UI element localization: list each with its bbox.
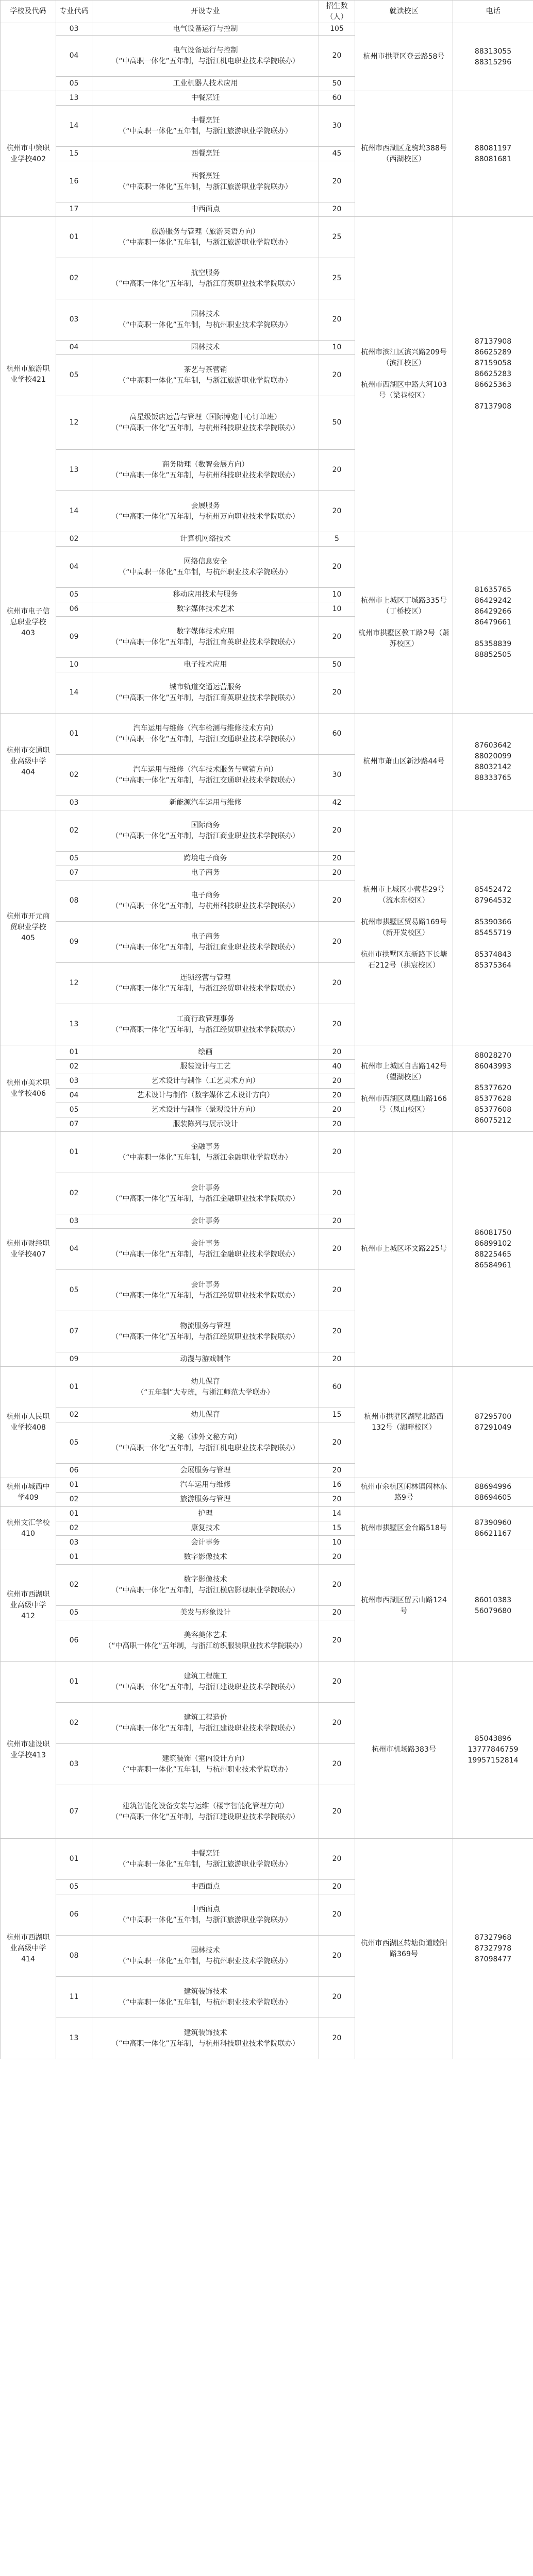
major-name-cell: 幼儿保育 xyxy=(92,1408,319,1422)
phone-cell: 86081750 86899102 88225465 86584961 xyxy=(453,1132,533,1367)
campus-cell: 杭州市上城区丁城路335号（丁桥校区） 杭州市拱墅区教工路2号（萧苏校区） xyxy=(355,532,453,714)
phone-cell: 88081197 88081681 xyxy=(453,91,533,217)
campus-cell: 杭州市萧山区新沙路44号 xyxy=(355,714,453,810)
header-campus: 就读校区 xyxy=(355,1,453,23)
major-name-cell: 中西面点 xyxy=(92,1880,319,1894)
major-code-cell: 16 xyxy=(56,161,92,202)
major-code-cell: 12 xyxy=(56,963,92,1004)
major-code-cell: 11 xyxy=(56,1977,92,2018)
school-name-cell: 杭州市城西中学409 xyxy=(1,1478,56,1507)
major-code-cell: 10 xyxy=(56,658,92,672)
major-name-cell: 国际商务 （“中高职一体化”五年制，与浙江商业职业技术学院联办） xyxy=(92,810,319,852)
quota-cell: 20 xyxy=(319,1744,355,1785)
phone-cell: 87137908 86625289 87159058 86625283 86625363 87137908 xyxy=(453,217,533,532)
major-name-cell: 绘画 xyxy=(92,1045,319,1060)
major-code-cell: 01 xyxy=(56,1839,92,1880)
table-row xyxy=(1,1478,533,1493)
quota-cell: 30 xyxy=(319,106,355,147)
major-code-cell: 13 xyxy=(56,1004,92,1045)
major-code-cell: 04 xyxy=(56,547,92,588)
major-name-cell: 连锁经营与管理 （“中高职一体化”五年制，与浙江经贸职业技术学院联办） xyxy=(92,963,319,1004)
major-name-cell: 会展服务与管理 xyxy=(92,1464,319,1478)
major-name-cell: 建筑智能化设备安装与运维（楼宇智能化管理方向） （“中高职一体化”五年制，与浙江建设职业技术学院联办） xyxy=(92,1785,319,1839)
major-code-cell: 01 xyxy=(56,1507,92,1521)
major-name-cell: 高星级饭店运营与管理（国际博览中心订单班） （“中高职一体化”五年制，与杭州科技职业技术学院联办） xyxy=(92,396,319,450)
major-code-cell: 02 xyxy=(56,1060,92,1074)
major-code-cell: 05 xyxy=(56,1422,92,1464)
major-name-cell: 会计事务 （“中高职一体化”五年制，与浙江经贸职业技术学院联办） xyxy=(92,1270,319,1311)
school-name-cell: 杭州文汇学校410 xyxy=(1,1507,56,1550)
table-row xyxy=(1,532,533,547)
quota-cell: 20 xyxy=(319,491,355,532)
quota-cell: 40 xyxy=(319,1060,355,1074)
major-name-cell: 中西面点 xyxy=(92,202,319,217)
campus-cell: 杭州市机场路383号 xyxy=(355,1662,453,1839)
major-code-cell: 02 xyxy=(56,1173,92,1214)
quota-cell: 20 xyxy=(319,672,355,714)
major-name-cell: 园林技术 （“中高职一体化”五年制，与杭州职业技术学院联办） xyxy=(92,1936,319,1977)
table-body xyxy=(1,23,533,2059)
major-name-cell: 西餐烹饪 xyxy=(92,147,319,161)
phone-cell: 88313055 88315296 xyxy=(453,23,533,91)
school-name-cell: 杭州市人民职业学校408 xyxy=(1,1367,56,1478)
major-name-cell: 服装设计与工艺 xyxy=(92,1060,319,1074)
major-name-cell: 电气设备运行与控制 xyxy=(92,23,319,36)
major-name-cell: 会计事务 （“中高职一体化”五年制，与浙江金融职业技术学院联办） xyxy=(92,1229,319,1270)
major-code-cell: 03 xyxy=(56,299,92,341)
quota-cell: 10 xyxy=(319,1536,355,1550)
major-name-cell: 建筑工程施工 （“中高职一体化”五年制，与浙江建设职业技术学院联办） xyxy=(92,1662,319,1703)
quota-cell: 20 xyxy=(319,1606,355,1620)
school-name-cell: 杭州市开元商贸职业学校405 xyxy=(1,810,56,1045)
quota-cell: 20 xyxy=(319,547,355,588)
major-code-cell: 05 xyxy=(56,355,92,396)
header-major: 开设专业 xyxy=(92,1,319,23)
major-name-cell: 汽车运用与维修 xyxy=(92,1478,319,1493)
quota-cell: 20 xyxy=(319,1422,355,1464)
table-row xyxy=(1,1550,533,1565)
campus-cell: 杭州市上城区自古路142号（望湖校区） 杭州市西湖区凤凰山路166号（凤山校区） xyxy=(355,1045,453,1132)
major-code-cell: 15 xyxy=(56,147,92,161)
major-code-cell: 09 xyxy=(56,1352,92,1367)
major-name-cell: 商务助理（数智会展方向） （“中高职一体化”五年制，与杭州科技职业技术学院联办） xyxy=(92,450,319,491)
quota-cell: 20 xyxy=(319,880,355,922)
major-name-cell: 旅游服务与管理 xyxy=(92,1493,319,1507)
major-name-cell: 会计事务 xyxy=(92,1536,319,1550)
major-code-cell: 01 xyxy=(56,1478,92,1493)
major-code-cell: 06 xyxy=(56,1894,92,1936)
table-row xyxy=(1,1839,533,1880)
major-code-cell: 05 xyxy=(56,852,92,866)
quota-cell: 15 xyxy=(319,1521,355,1536)
phone-cell: 81635765 86429242 86429266 86479661 85358839 88852505 xyxy=(453,532,533,714)
campus-cell: 杭州市余杭区闲林镇闲林东路9号 xyxy=(355,1478,453,1507)
major-code-cell: 02 xyxy=(56,1703,92,1744)
campus-cell: 杭州市西湖区龙驹坞388号（西湖校区） xyxy=(355,91,453,217)
major-code-cell: 13 xyxy=(56,450,92,491)
major-code-cell: 14 xyxy=(56,672,92,714)
header-code: 专业代码 xyxy=(56,1,92,23)
major-code-cell: 12 xyxy=(56,396,92,450)
major-code-cell: 01 xyxy=(56,217,92,258)
quota-cell: 20 xyxy=(319,161,355,202)
major-name-cell: 航空服务 （“中高职一体化”五年制，与浙江育英职业技术学院联办） xyxy=(92,258,319,299)
quota-cell: 20 xyxy=(319,355,355,396)
major-code-cell: 09 xyxy=(56,617,92,658)
table-row xyxy=(1,1507,533,1521)
quota-cell: 45 xyxy=(319,147,355,161)
table-row xyxy=(1,810,533,852)
quota-cell: 60 xyxy=(319,714,355,755)
quota-cell: 20 xyxy=(319,1936,355,1977)
quota-cell: 20 xyxy=(319,1229,355,1270)
major-name-cell: 茶艺与茶营销 （“中高职一体化”五年制，与浙江旅游职业学院联办） xyxy=(92,355,319,396)
major-name-cell: 建筑装饰（室内设计方向） （“中高职一体化”五年制，与杭州职业技术学院联办） xyxy=(92,1744,319,1785)
major-code-cell: 01 xyxy=(56,1550,92,1565)
major-code-cell: 05 xyxy=(56,1606,92,1620)
phone-cell: 88694996 88694605 xyxy=(453,1478,533,1507)
quota-cell: 20 xyxy=(319,1620,355,1662)
quota-cell: 20 xyxy=(319,1493,355,1507)
quota-cell: 20 xyxy=(319,617,355,658)
major-code-cell: 04 xyxy=(56,36,92,77)
quota-cell: 105 xyxy=(319,23,355,36)
major-code-cell: 02 xyxy=(56,1521,92,1536)
school-name-cell: 杭州市交通职业高级中学404 xyxy=(1,714,56,810)
major-name-cell: 计算机网络技术 xyxy=(92,532,319,547)
phone-cell: 85452472 87964532 85390366 85455719 85374843 85375364 xyxy=(453,810,533,1045)
major-name-cell: 数字媒体技术艺术 xyxy=(92,602,319,617)
major-code-cell: 01 xyxy=(56,714,92,755)
major-code-cell: 02 xyxy=(56,755,92,796)
quota-cell: 20 xyxy=(319,852,355,866)
major-name-cell: 电子商务 （“中高职一体化”五年制，与杭州科技职业技术学院联办） xyxy=(92,880,319,922)
quota-cell: 20 xyxy=(319,1464,355,1478)
major-name-cell: 中餐烹饪 （“中高职一体化”五年制，与浙江旅游职业学院联办） xyxy=(92,1839,319,1880)
campus-cell: 杭州市拱墅区登云路58号 xyxy=(355,23,453,91)
major-name-cell: 建筑工程造价 （“中高职一体化”五年制，与浙江建设职业技术学院联办） xyxy=(92,1703,319,1744)
quota-cell: 10 xyxy=(319,588,355,602)
quota-cell: 50 xyxy=(319,77,355,91)
quota-cell: 20 xyxy=(319,1117,355,1132)
major-code-cell: 14 xyxy=(56,491,92,532)
major-name-cell: 跨境电子商务 xyxy=(92,852,319,866)
major-code-cell: 08 xyxy=(56,880,92,922)
major-name-cell: 美发与形象设计 xyxy=(92,1606,319,1620)
school-name-cell: 杭州市电子信息职业学校403 xyxy=(1,532,56,714)
major-name-cell: 中餐烹饪 xyxy=(92,91,319,106)
table-header-row xyxy=(1,1,533,23)
quota-cell: 20 xyxy=(319,1352,355,1367)
major-name-cell: 艺术设计与制作（工艺美术方向） xyxy=(92,1074,319,1089)
major-code-cell: 01 xyxy=(56,1662,92,1703)
major-code-cell: 03 xyxy=(56,1536,92,1550)
quota-cell: 60 xyxy=(319,1367,355,1408)
phone-cell: 87603642 88020099 88032142 88333765 xyxy=(453,714,533,810)
major-name-cell: 新能源汽车运用与维修 xyxy=(92,796,319,810)
major-name-cell: 服装陈列与展示设计 xyxy=(92,1117,319,1132)
major-name-cell: 园林技术 （“中高职一体化”五年制，与杭州职业技术学院联办） xyxy=(92,299,319,341)
major-code-cell: 07 xyxy=(56,1785,92,1839)
quota-cell: 20 xyxy=(319,1311,355,1352)
major-name-cell: 艺术设计与制作（数字媒体艺术设计方向） xyxy=(92,1089,319,1103)
quota-cell: 20 xyxy=(319,1839,355,1880)
major-code-cell: 01 xyxy=(56,1132,92,1173)
quota-cell: 42 xyxy=(319,796,355,810)
quota-cell: 20 xyxy=(319,1214,355,1229)
header-school: 学校及代码 xyxy=(1,1,56,23)
quota-cell: 20 xyxy=(319,1977,355,2018)
quota-cell: 20 xyxy=(319,1894,355,1936)
quota-cell: 20 xyxy=(319,1703,355,1744)
major-code-cell: 13 xyxy=(56,91,92,106)
major-name-cell: 电子商务 （“中高职一体化”五年制，与浙江商业职业技术学院联办） xyxy=(92,922,319,963)
quota-cell: 20 xyxy=(319,1132,355,1173)
major-code-cell: 03 xyxy=(56,23,92,36)
major-name-cell: 西餐烹饪 （“中高职一体化”五年制，与浙江旅游职业学院联办） xyxy=(92,161,319,202)
major-name-cell: 物流服务与管理 （“中高职一体化”五年制，与浙江经贸职业技术学院联办） xyxy=(92,1311,319,1352)
header-quota: 招生数（人） xyxy=(319,1,355,23)
quota-cell: 25 xyxy=(319,217,355,258)
major-name-cell: 工商行政管理事务 （“中高职一体化”五年制，与浙江经贸职业技术学院联办） xyxy=(92,1004,319,1045)
major-code-cell: 04 xyxy=(56,1089,92,1103)
major-code-cell: 05 xyxy=(56,1103,92,1117)
major-code-cell: 01 xyxy=(56,1367,92,1408)
table-row xyxy=(1,23,533,36)
quota-cell: 16 xyxy=(319,1478,355,1493)
school-name-cell: 杭州市中策职业学校402 xyxy=(1,91,56,217)
major-code-cell: 09 xyxy=(56,922,92,963)
major-code-cell: 05 xyxy=(56,1880,92,1894)
major-name-cell: 中餐烹饪 （“中高职一体化”五年制，与浙江旅游职业学院联办） xyxy=(92,106,319,147)
quota-cell: 50 xyxy=(319,396,355,450)
quota-cell: 20 xyxy=(319,1173,355,1214)
phone-cell: 88028270 86043993 85377620 85377628 85377608 86075212 xyxy=(453,1045,533,1132)
major-code-cell: 03 xyxy=(56,1214,92,1229)
table-row xyxy=(1,714,533,755)
major-code-cell: 01 xyxy=(56,1045,92,1060)
school-name-cell: 杭州市西湖职业高级中学412 xyxy=(1,1550,56,1662)
major-name-cell: 数字媒体技术应用 （“中高职一体化”五年制，与浙江育英职业技术学院联办） xyxy=(92,617,319,658)
major-code-cell: 07 xyxy=(56,1311,92,1352)
major-name-cell: 会展服务 （“中高职一体化”五年制，与杭州万向职业技术学院联办） xyxy=(92,491,319,532)
major-name-cell: 网络信息安全 （“中高职一体化”五年制，与杭州职业技术学院联办） xyxy=(92,547,319,588)
school-name-cell: 杭州市财经职业学校407 xyxy=(1,1132,56,1367)
major-code-cell: 02 xyxy=(56,532,92,547)
major-name-cell: 汽车运用与维修（汽车技术服务与营销方向） （“中高职一体化”五年制，与浙江交通职业技术学院联办） xyxy=(92,755,319,796)
major-code-cell: 04 xyxy=(56,341,92,355)
major-code-cell: 14 xyxy=(56,106,92,147)
quota-cell: 10 xyxy=(319,602,355,617)
quota-cell: 25 xyxy=(319,258,355,299)
major-name-cell: 旅游服务与管理（旅游英语方向） （“中高职一体化”五年制，与浙江旅游职业学院联办） xyxy=(92,217,319,258)
major-code-cell: 02 xyxy=(56,258,92,299)
quota-cell: 20 xyxy=(319,1880,355,1894)
major-code-cell: 04 xyxy=(56,1229,92,1270)
major-name-cell: 城市轨道交通运营服务 （“中高职一体化”五年制，与浙江育英职业技术学院联办） xyxy=(92,672,319,714)
quota-cell: 20 xyxy=(319,1045,355,1060)
campus-cell: 杭州市西湖区留云山路124号 xyxy=(355,1550,453,1662)
major-name-cell: 幼儿保育 （“五年制”大专班，与浙江师范大学联办） xyxy=(92,1367,319,1408)
major-name-cell: 建筑装饰技术 （“中高职一体化”五年制，与杭州职业技术学院联办） xyxy=(92,1977,319,2018)
major-code-cell: 05 xyxy=(56,1270,92,1311)
quota-cell: 20 xyxy=(319,36,355,77)
quota-cell: 20 xyxy=(319,1785,355,1839)
major-code-cell: 13 xyxy=(56,2018,92,2059)
quota-cell: 5 xyxy=(319,532,355,547)
quota-cell: 20 xyxy=(319,963,355,1004)
major-name-cell: 艺术设计与制作（景观设计方向） xyxy=(92,1103,319,1117)
quota-cell: 20 xyxy=(319,299,355,341)
table-row xyxy=(1,1367,533,1408)
major-name-cell: 会计事务 xyxy=(92,1214,319,1229)
major-name-cell: 数字影像技术 （“中高职一体化”五年制，与浙江横店影视职业学院联办） xyxy=(92,1565,319,1606)
quota-cell: 20 xyxy=(319,1565,355,1606)
major-code-cell: 02 xyxy=(56,1565,92,1606)
major-code-cell: 07 xyxy=(56,1117,92,1132)
table-row xyxy=(1,91,533,106)
school-name-cell: 杭州市旅游职业学校421 xyxy=(1,217,56,532)
table-row xyxy=(1,1662,533,1703)
school-name-cell: 杭州市建设职业学校413 xyxy=(1,1662,56,1839)
campus-cell: 杭州市上城区小营巷29号（流水东校区） 杭州市拱墅区贸易路169号（新开发校区） 杭州市拱墅区东新路下长塘石212号（拱宸校区） xyxy=(355,810,453,1045)
major-code-cell: 05 xyxy=(56,588,92,602)
school-name-cell: 杭州市美术职业学校406 xyxy=(1,1045,56,1132)
quota-cell: 20 xyxy=(319,1662,355,1703)
major-name-cell: 动漫与游戏制作 xyxy=(92,1352,319,1367)
campus-cell: 杭州市上城区坏文路225号 xyxy=(355,1132,453,1367)
quota-cell: 30 xyxy=(319,755,355,796)
table-row xyxy=(1,1132,533,1173)
major-name-cell: 文秘（涉外文秘方向） （“中高职一体化”五年制，与浙江机电职业技术学院联办） xyxy=(92,1422,319,1464)
major-name-cell: 园林技术 xyxy=(92,341,319,355)
campus-cell: 杭州市拱墅区金台路518号 xyxy=(355,1507,453,1550)
quota-cell: 20 xyxy=(319,1004,355,1045)
quota-cell: 20 xyxy=(319,2018,355,2059)
quota-cell: 50 xyxy=(319,658,355,672)
school-name-cell xyxy=(1,23,56,91)
major-code-cell: 05 xyxy=(56,77,92,91)
quota-cell: 20 xyxy=(319,810,355,852)
major-name-cell: 中西面点 （“中高职一体化”五年制，与浙江旅游职业学院联办） xyxy=(92,1894,319,1936)
quota-cell: 10 xyxy=(319,341,355,355)
quota-cell: 20 xyxy=(319,1103,355,1117)
major-name-cell: 电子技术应用 xyxy=(92,658,319,672)
major-code-cell: 06 xyxy=(56,602,92,617)
major-code-cell: 02 xyxy=(56,1493,92,1507)
quota-cell: 15 xyxy=(319,1408,355,1422)
major-code-cell: 17 xyxy=(56,202,92,217)
phone-cell: 87295700 87291049 xyxy=(453,1367,533,1478)
major-code-cell: 07 xyxy=(56,866,92,880)
phone-cell: 87327968 87327978 87098477 xyxy=(453,1839,533,2059)
major-code-cell: 06 xyxy=(56,1620,92,1662)
quota-cell: 20 xyxy=(319,866,355,880)
quota-cell: 20 xyxy=(319,1550,355,1565)
campus-cell: 杭州市滨江区滨兴路209号（滨江校区） 杭州市西湖区中路大河103号（梁巷校区） xyxy=(355,217,453,532)
major-name-cell: 电子商务 xyxy=(92,866,319,880)
table-row xyxy=(1,217,533,258)
major-code-cell: 06 xyxy=(56,1464,92,1478)
major-name-cell: 移动应用技术与服务 xyxy=(92,588,319,602)
major-code-cell: 02 xyxy=(56,1408,92,1422)
quota-cell: 20 xyxy=(319,922,355,963)
quota-cell: 20 xyxy=(319,450,355,491)
major-name-cell: 金融事务 （“中高职一体化”五年制，与浙江金融职业学院联办） xyxy=(92,1132,319,1173)
quota-cell: 20 xyxy=(319,202,355,217)
major-name-cell: 电气设备运行与控制 （“中高职一体化”五年制，与浙江机电职业技术学院联办） xyxy=(92,36,319,77)
major-code-cell: 03 xyxy=(56,1074,92,1089)
quota-cell: 20 xyxy=(319,1270,355,1311)
phone-cell: 86010383 56079680 xyxy=(453,1550,533,1662)
major-name-cell: 工业机器人技术应用 xyxy=(92,77,319,91)
major-name-cell: 汽车运用与维修（汽车检测与维修技术方向） （“中高职一体化”五年制，与浙江交通职业技术学院联办） xyxy=(92,714,319,755)
campus-cell: 杭州市拱墅区湖墅北路西132号（湖畔校区） xyxy=(355,1367,453,1478)
quota-cell: 20 xyxy=(319,1074,355,1089)
major-code-cell: 03 xyxy=(56,1744,92,1785)
major-code-cell: 03 xyxy=(56,796,92,810)
header-phone: 电话 xyxy=(453,1,533,23)
phone-cell: 85043896 13777846759 19957152814 xyxy=(453,1662,533,1839)
major-name-cell: 会计事务 （“中高职一体化”五年制，与浙江金融职业技术学院联办） xyxy=(92,1173,319,1214)
major-name-cell: 建筑装饰技术 （“中高职一体化”五年制，与杭州科技职业技术学院联办） xyxy=(92,2018,319,2059)
table-row xyxy=(1,1045,533,1060)
major-name-cell: 数字影像技术 xyxy=(92,1550,319,1565)
phone-cell: 87390960 86621167 xyxy=(453,1507,533,1550)
major-name-cell: 护理 xyxy=(92,1507,319,1521)
quota-cell: 14 xyxy=(319,1507,355,1521)
quota-cell: 20 xyxy=(319,1089,355,1103)
school-name-cell: 杭州市西湖职业高级中学414 xyxy=(1,1839,56,2059)
major-code-cell: 08 xyxy=(56,1936,92,1977)
major-name-cell: 美容美体艺术 （“中高职一体化”五年制，与浙江纺织服装职业技术学院联办） xyxy=(92,1620,319,1662)
campus-cell: 杭州市西湖区转塘街道睦阳路369号 xyxy=(355,1839,453,2059)
quota-cell: 60 xyxy=(319,91,355,106)
major-name-cell: 康复技术 xyxy=(92,1521,319,1536)
major-code-cell: 02 xyxy=(56,810,92,852)
